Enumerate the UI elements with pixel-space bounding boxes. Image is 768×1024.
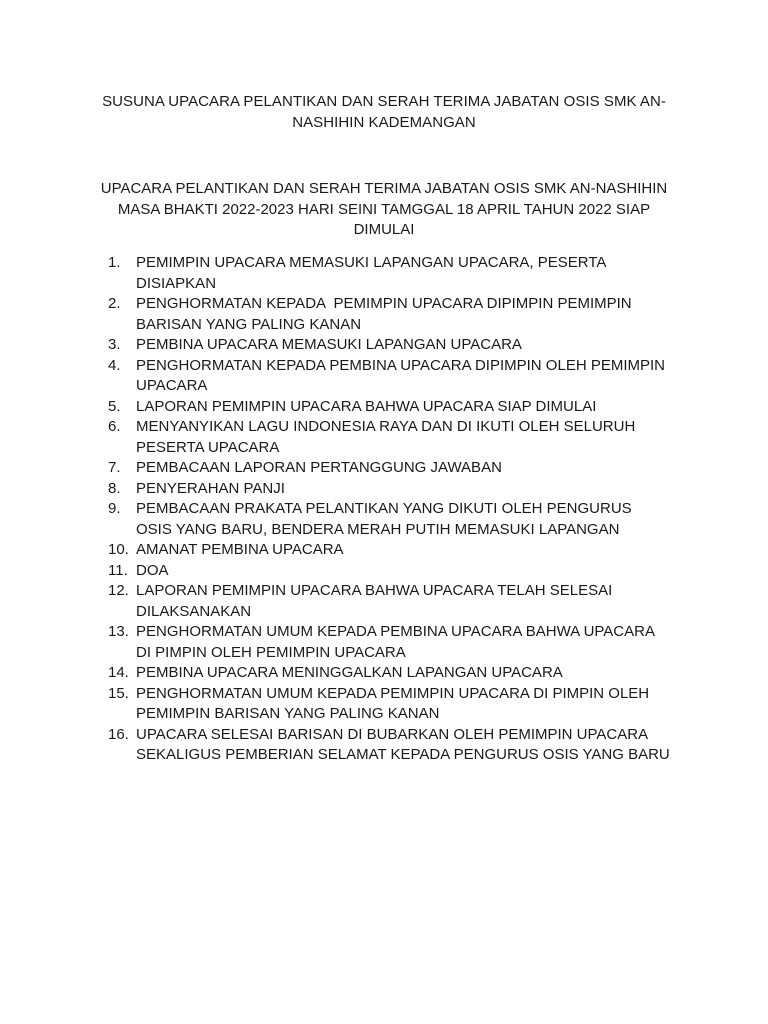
list-item-text-line-2: UPACARA bbox=[136, 377, 208, 394]
list-item-text-line-1: PEMBINA UPACARA MEMASUKI LAPANGAN UPACARA bbox=[136, 336, 522, 353]
list-item-number: 3. bbox=[108, 336, 121, 353]
subtitle-line-1: UPACARA PELANTIKAN DAN SERAH TERIMA JABATAN OSIS SMK AN-NASHIHIN bbox=[100, 180, 668, 197]
list-item bbox=[108, 397, 688, 418]
list-item-number: 16. bbox=[108, 725, 129, 743]
list-item-text-line-1: UPACARA SELESAI BARISAN DI BUBARKAN OLEH PEMIMPIN UPACARA bbox=[136, 725, 649, 743]
list-item bbox=[108, 684, 688, 725]
list-item-text-line-1: LAPORAN PEMIMPIN UPACARA BAHWA UPACARA SIAP DIMULAI bbox=[136, 397, 597, 415]
list-item-number: 2. bbox=[108, 295, 121, 312]
list-item bbox=[108, 458, 688, 479]
list-item-text-line-1: PEMBACAAN PRAKATA PELANTIKAN YANG DIKUTI OLEH PENGURUS bbox=[136, 500, 632, 517]
list-item bbox=[108, 417, 688, 458]
list-item-text-line-2: DISIAPKAN bbox=[136, 274, 217, 292]
list-item bbox=[108, 253, 688, 294]
list-item bbox=[108, 540, 688, 561]
list-item-text-line-1: AMANAT PEMBINA UPACARA bbox=[136, 541, 344, 558]
list-item-number: 8. bbox=[108, 479, 121, 497]
list-item-text-line-1: PENGHORMATAN KEPADA PEMBINA UPACARA DIPIMPIN OLEH PEMIMPIN bbox=[136, 356, 665, 374]
list-item bbox=[108, 356, 688, 397]
list-item-number: 6. bbox=[108, 418, 121, 435]
list-item-text-line-1: PENGHORMATAN UMUM KEPADA PEMIMPIN UPACARA DI PIMPIN OLEH bbox=[136, 684, 650, 702]
agenda-list bbox=[108, 253, 688, 766]
title-line-1: SUSUNA UPACARA PELANTIKAN DAN SERAH TERIMA JABATAN OSIS SMK AN- bbox=[102, 93, 666, 110]
list-item bbox=[108, 335, 688, 356]
list-item-text-line-2: PESERTA UPACARA bbox=[136, 438, 280, 456]
list-item-number: 14. bbox=[108, 664, 129, 681]
list-item-text-line-1: MENYANYIKAN LAGU INDONESIA RAYA DAN DI IKUTI OLEH SELURUH bbox=[136, 418, 636, 435]
document-title bbox=[90, 92, 678, 133]
list-item bbox=[108, 663, 688, 684]
list-item-number: 12. bbox=[108, 582, 129, 599]
list-item-number: 13. bbox=[108, 623, 129, 640]
list-item-number: 15. bbox=[108, 684, 129, 702]
list-item bbox=[108, 479, 688, 500]
subtitle-line-2: MASA BHAKTI 2022-2023 HARI SEINI TAMGGAL 18 APRIL TAHUN 2022 SIAP bbox=[117, 200, 651, 218]
list-item bbox=[108, 294, 688, 335]
list-item-text-line-2: BARISAN YANG PALING KANAN bbox=[136, 315, 362, 333]
list-item-number: 9. bbox=[108, 500, 121, 517]
list-item bbox=[108, 725, 688, 766]
list-item-number: 5. bbox=[108, 397, 121, 415]
list-item-text-line-1: PEMIMPIN UPACARA MEMASUKI LAPANGAN UPACARA, PESERTA bbox=[136, 254, 607, 271]
title-line-2: NASHIHIN KADEMANGAN bbox=[292, 113, 476, 131]
list-item-text-line-1: DOA bbox=[136, 561, 169, 579]
list-item-text-line-1: PENGHORMATAN UMUM KEPADA PEMBINA UPACARA BAHWA UPACARA bbox=[136, 623, 655, 640]
list-item-number: 4. bbox=[108, 356, 121, 374]
list-item-number: 7. bbox=[108, 459, 121, 476]
list-item bbox=[108, 561, 688, 582]
list-item-text-line-2: OSIS YANG BARU, BENDERA MERAH PUTIH MEMASUKI LAPANGAN bbox=[136, 520, 620, 538]
list-item-text-line-2: SEKALIGUS PEMBERIAN SELAMAT KEPADA PENGURUS OSIS YANG BARU bbox=[136, 746, 670, 763]
subtitle-line-3: DIMULAI bbox=[353, 221, 415, 238]
list-item-number: 10. bbox=[108, 541, 129, 558]
list-item-number: 11. bbox=[108, 561, 128, 579]
document-subtitle bbox=[90, 179, 678, 241]
list-item bbox=[108, 622, 688, 663]
list-item-text-line-1: PEMBACAAN LAPORAN PERTANGGUNG JAWABAN bbox=[136, 459, 502, 476]
list-item-text-line-1: PEMBINA UPACARA MENINGGALKAN LAPANGAN UPACARA bbox=[136, 664, 563, 681]
list-item bbox=[108, 499, 688, 540]
list-item-text-line-1: LAPORAN PEMIMPIN UPACARA BAHWA UPACARA TELAH SELESAI bbox=[136, 582, 613, 599]
list-item-number: 1. bbox=[108, 254, 121, 271]
list-item-text-line-1: PENGHORMATAN KEPADA PEMIMPIN UPACARA DIPIMPIN PEMIMPIN bbox=[136, 295, 632, 312]
list-item-text-line-2: DI PIMPIN OLEH PEMIMPIN UPACARA bbox=[136, 643, 406, 661]
list-item-text-line-1: PENYERAHAN PANJI bbox=[136, 479, 285, 497]
list-item-text-line-2: DILAKSANAKAN bbox=[136, 602, 252, 620]
list-item-text-line-2: PEMIMPIN BARISAN YANG PALING KANAN bbox=[136, 705, 440, 722]
list-item bbox=[108, 581, 688, 622]
